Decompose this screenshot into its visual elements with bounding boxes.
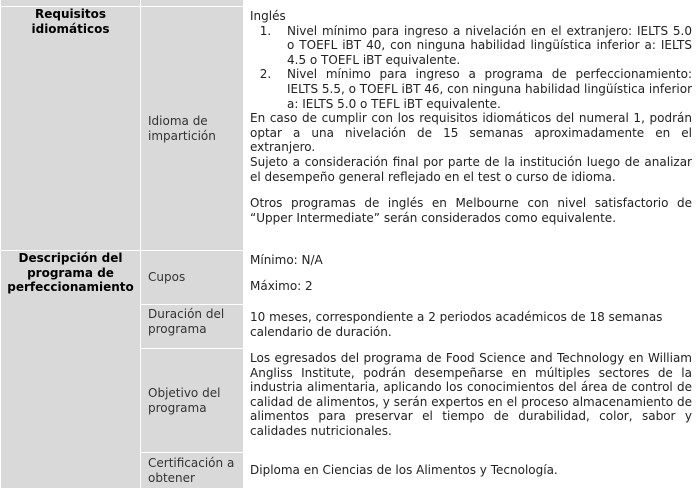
list-item: 1. Nivel mínimo para ingreso a nivelación en el extranjero: IELTS 5.0 o TOEFL iBT 40, con ninguna habilidad lingüística inferior a: IELTS 4.5 o TOEFL iBT equivalente. [275, 24, 692, 68]
language-requirements-content [244, 7, 698, 251]
objective-value: Los egresados del programa de Food Science and Technology en William Angliss Institute, podrán desempeñarse en múltiples sectores de la industria alimentaria, aplicando los conocimientos del área de control de calidad de alimentos, y serán expertos en el proceso almacenamiento de alimentos para preservar el tiempo de durabilidad, color, sabor y calidades nutricionales. [244, 349, 698, 453]
sub-label-objective: Objetivo del programa [141, 349, 244, 453]
sub-label-duration: Duración del programa [141, 305, 244, 349]
quota-minimum: Mínimo: N/A [250, 253, 323, 267]
sub-label-certification: Certificación a obtener [141, 453, 244, 489]
section-label-program-description: Descripción del programa de perfeccionamiento [1, 251, 141, 489]
sub-label-teaching-language: Idioma de impartición [141, 7, 244, 251]
quota-maximum: Máximo: 2 [250, 278, 313, 293]
duration-value: 10 meses, correspondiente a 2 periodos académicos de 18 semanas calendario de duración. [244, 305, 698, 349]
language-requirements-list [250, 24, 692, 112]
other-programs-note: Otros programas de inglés en Melbourne con nivel satisfactorio de “Upper Intermediate” serán considerados como equivalente. [250, 196, 692, 225]
final-consideration-note: Sujeto a consideración final por parte de la institución luego de analizar el desempeño general reflejado en el test o curso de idioma. [250, 154, 692, 184]
certification-value: Diploma en Ciencias de los Alimentos y Tecnología. [244, 453, 698, 489]
teaching-language-value: Inglés [250, 9, 286, 23]
sub-label-quotas: Cupos [141, 251, 244, 305]
table-row-language-requirements [1, 7, 698, 251]
leveling-note: En caso de cumplir con los requisitos idiomáticos del numeral 1, podrán optar a una nivelación de 15 semanas aproximadamente en el extranjero. [250, 111, 692, 155]
table-row-quotas [1, 251, 698, 305]
section-label-language-requirements: Requisitos idiomáticos [1, 7, 141, 251]
quotas-content [244, 251, 698, 305]
list-item: 2. Nivel mínimo para ingreso a programa de perfeccionamiento: IELTS 5.5, o TOEFL iBT 46, con ninguna habilidad lingüística inferior a: IELTS 5.0 o TEFL iBT equivalente. [275, 67, 692, 111]
